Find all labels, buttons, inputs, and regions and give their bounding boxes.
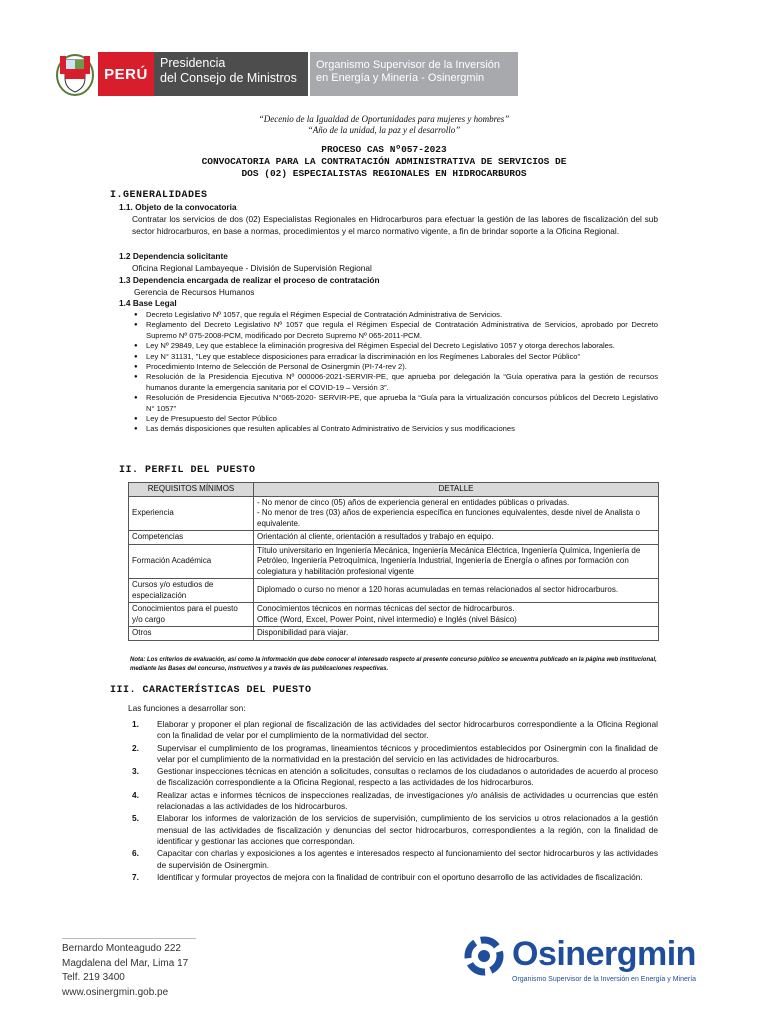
call-title-line1: CONVOCATORIA PARA LA CONTRATACIÓN ADMINISTRATIVA DE SERVICIOS DE bbox=[201, 156, 567, 167]
osinergmin-logo-icon bbox=[462, 934, 506, 983]
table-header-row bbox=[129, 483, 659, 497]
osinergmin-brand: Organismo Supervisor de la Inversión en Energía y Minería - Osinergmin bbox=[310, 52, 518, 96]
legal-item: ● Ley de Presupuesto del Sector Público bbox=[134, 414, 658, 424]
legal-item: ● Las demás disposiciones que resulten aplicables al Contrato Administrativo de Servicios y sus modificaciones bbox=[134, 424, 658, 434]
detail-cell: Título universitario en Ingeniería Mecánica, Ingeniería Mecánica Eléctrica, Ingeniería Química, Ingeniería de Petróleo, Ingeniería Petroquímica, Ingeniería Industrial, Ingeniería de Energía o afines por formación con colegiatura y habilitación profesional vigente bbox=[254, 544, 659, 579]
legal-item: ● Resolución de Presidencia Ejecutiva N°065-2020- SERVIR-PE, que aprueba la “Guía para la virtualización concursos públicos del Decreto Legislativo N° 1057” bbox=[134, 393, 658, 414]
function-item: 1. Elaborar y proponer el plan regional de fiscalización de las actividades del sector hidrocarburos correspondiente a la Oficina Regional con la finalidad de velar por el cumplimiento de la normatividad del sector. bbox=[132, 719, 658, 741]
decade-quote: “Decenio de la Igualdad de Oportunidades para mujeres y hombres” bbox=[258, 114, 510, 124]
objective-text: Contratar los servicios de dos (02) Especialistas Regionales en Hidrocarburos para efectuar la gestión de las labores de fiscalización del sub sector hidrocarburos, en base a normas, procedimientos y el marco normativo vigente, a fin de brindar soporte a la Oficina Regional. bbox=[132, 214, 658, 236]
osinergmin-logo-subtitle: Organismo Supervisor de la Inversión en Energía y Minería bbox=[512, 976, 697, 983]
section-caracteristicas-heading: III. CARACTERÍSTICAS DEL PUESTO bbox=[110, 685, 312, 696]
detail-cell: Orientación al cliente, orientación a resultados y trabajo en equipo. bbox=[254, 531, 659, 545]
legal-base-heading: 1.4 Base Legal bbox=[119, 298, 177, 308]
table-note: Nota: Los criterios de evaluación, así como la información que debe conocer el interesado respecto al presente concurso público se encuentra publicado en la página web institucional, mediante las Bases del concurso, instructivos y a través de las publicaciones respectivas. bbox=[130, 657, 657, 672]
footer-divider bbox=[62, 938, 196, 939]
functions-intro: Las funciones a desarrollar son: bbox=[128, 703, 246, 713]
hiring-unit-heading: 1.3 Dependencia encargada de realizar el proceso de contratación bbox=[119, 275, 380, 285]
table-row bbox=[129, 603, 659, 627]
legal-item: ● Resolución de la Presidencia Ejecutiva Nº 000006-2021-SERVIR-PE, que aprueba por delegación la “Guía operativa para la gestión de recursos humanos durante la emergencia sanitaria por el COVID-19 – Versión 3”. bbox=[134, 372, 658, 393]
profile-table bbox=[128, 482, 659, 641]
section-perfil-heading: II. PERFIL DEL PUESTO bbox=[119, 465, 256, 476]
function-item: 3. Gestionar inspecciones técnicas en atención a solicitudes, consultas o reclamos de los ciudadanos o autoridades de acuerdo al proceso de fiscalización correspondiente a la Oficina Regional, respecto a las actividades de los hidrocarburos. bbox=[132, 766, 658, 788]
detail-cell: Diplomado o curso no menor a 120 horas acumuladas en temas relacionados al sector hidrocarburos. bbox=[254, 579, 659, 603]
table-row bbox=[129, 496, 659, 531]
requirement-cell: Experiencia bbox=[129, 496, 254, 531]
osinergmin-logo: Osinergmin bbox=[512, 935, 696, 973]
legal-base-list bbox=[134, 310, 658, 435]
detail-cell: Conocimientos técnicos en normas técnicas del sector de hidrocarburos. Office (Word, Excel, Power Point, nivel intermedio) e Inglés (nivel Básico) bbox=[254, 603, 659, 627]
legal-item: ● Procedimiento Interno de Selección de Personal de Osinergmin (PI-74-rev 2). bbox=[134, 362, 658, 372]
table-row bbox=[129, 627, 659, 641]
footer-address: Bernardo Monteagudo 222 Magdalena del Mar, Lima 17 Telf. 219 3400 www.osinergmin.gob.pe bbox=[62, 943, 189, 998]
requesting-unit-heading: 1.2 Dependencia solicitante bbox=[119, 251, 228, 261]
year-quote: “Año de la unidad, la paz y el desarrollo” bbox=[307, 125, 461, 135]
objective-heading: 1.1. Objeto de la convocatoria bbox=[119, 202, 237, 212]
legal-item: ● Decreto Legislativo Nº 1057, que regula el Régimen Especial de Contratación Administrativa de Servicios. bbox=[134, 310, 658, 320]
requirement-cell: Formación Académica bbox=[129, 544, 254, 579]
detail-cell: - No menor de cinco (05) años de experiencia general en entidades públicas o privadas. - No menor de tres (03) años de experiencia específica en funciones equivalentes, desde nivel de Analista o equivalente. bbox=[254, 496, 659, 531]
peru-brand: PERÚ bbox=[98, 52, 154, 96]
column-header: DETALLE bbox=[254, 483, 659, 497]
detail-cell: Disponibilidad para viajar. bbox=[254, 627, 659, 641]
requirement-cell: Cursos y/o estudios de especialización bbox=[129, 579, 254, 603]
process-title: PROCESO CAS Nº057-2023 bbox=[321, 144, 447, 155]
column-header: REQUISITOS MÍNIMOS bbox=[129, 483, 254, 497]
coat-of-arms-icon bbox=[55, 48, 95, 98]
function-item: 2. Supervisar el cumplimiento de los programas, lineamientos técnicos y procedimientos establecidos por Osinergmin con la finalidad de velar por el cumplimiento de la normatividad en la prestación del servicio en las actividades de hidrocarburos. bbox=[132, 742, 658, 764]
table-row bbox=[129, 544, 659, 579]
requirement-cell: Competencias bbox=[129, 531, 254, 545]
function-item: 4. Realizar actas e informes técnicos de inspecciones realizadas, de investigaciones y/o análisis de actividades u ocurrencias que estén relacionadas a las actividades de los hidrocarburos. bbox=[132, 789, 658, 812]
hiring-unit-text: Gerencia de Recursos Humanos bbox=[134, 287, 255, 297]
requesting-unit-text: Oficina Regional Lambayeque - División de Supervisión Regional bbox=[132, 263, 372, 273]
functions-list bbox=[132, 719, 658, 884]
section-generalidades-heading: I.GENERALIDADES bbox=[110, 190, 208, 201]
requirement-cell: Conocimientos para el puesto y/o cargo bbox=[129, 603, 254, 627]
function-item: 5. Elaborar los informes de valorización de los servicios de supervisión, cumplimiento de los servicios u otros relacionados a la gestión mensual de las actividades de fiscalización y denuncias del sector hidrocarburos, correspondientes a la región, con la finalidad de identificar y gestionar las acciones que correspondan. bbox=[132, 813, 658, 846]
call-title-line2: DOS (02) ESPECIALISTAS REGIONALES EN HIDROCARBUROS bbox=[241, 168, 527, 179]
table-row bbox=[129, 531, 659, 545]
table-row bbox=[129, 579, 659, 603]
legal-item: ● Reglamento del Decreto Legislativo Nº 1057 que regula el Régimen Especial de Contratación Administrativa de Servicios, aprobado por Decreto Supremo Nº 075-2008-PCM, modificado por Decreto Supremo Nº 065-2011-PCM. bbox=[134, 320, 658, 341]
pcm-brand: Presidencia del Consejo de Ministros bbox=[154, 52, 308, 96]
legal-item: ● Ley Nº 29849, Ley que establece la eliminación progresiva del Régimen Especial del Decreto Legislativo 1057 y otorga derechos laborales. bbox=[134, 341, 658, 351]
function-item: 7. Identificar y formular proyectos de mejora con la finalidad de contribuir con el oportuno desarrollo de las actividades de fiscalización. bbox=[132, 871, 643, 882]
legal-item: ● Ley N° 31131, "Ley que establece disposiciones para erradicar la discriminación en los Regímenes Laborales del Sector Público" bbox=[134, 352, 658, 362]
function-item: 6. Capacitar con charlas y exposiciones a los agentes e interesados respecto al funcionamiento del sector hidrocarburos y las actividades de supervisión de Osinergmin. bbox=[132, 848, 658, 870]
requirement-cell: Otros bbox=[129, 627, 254, 641]
